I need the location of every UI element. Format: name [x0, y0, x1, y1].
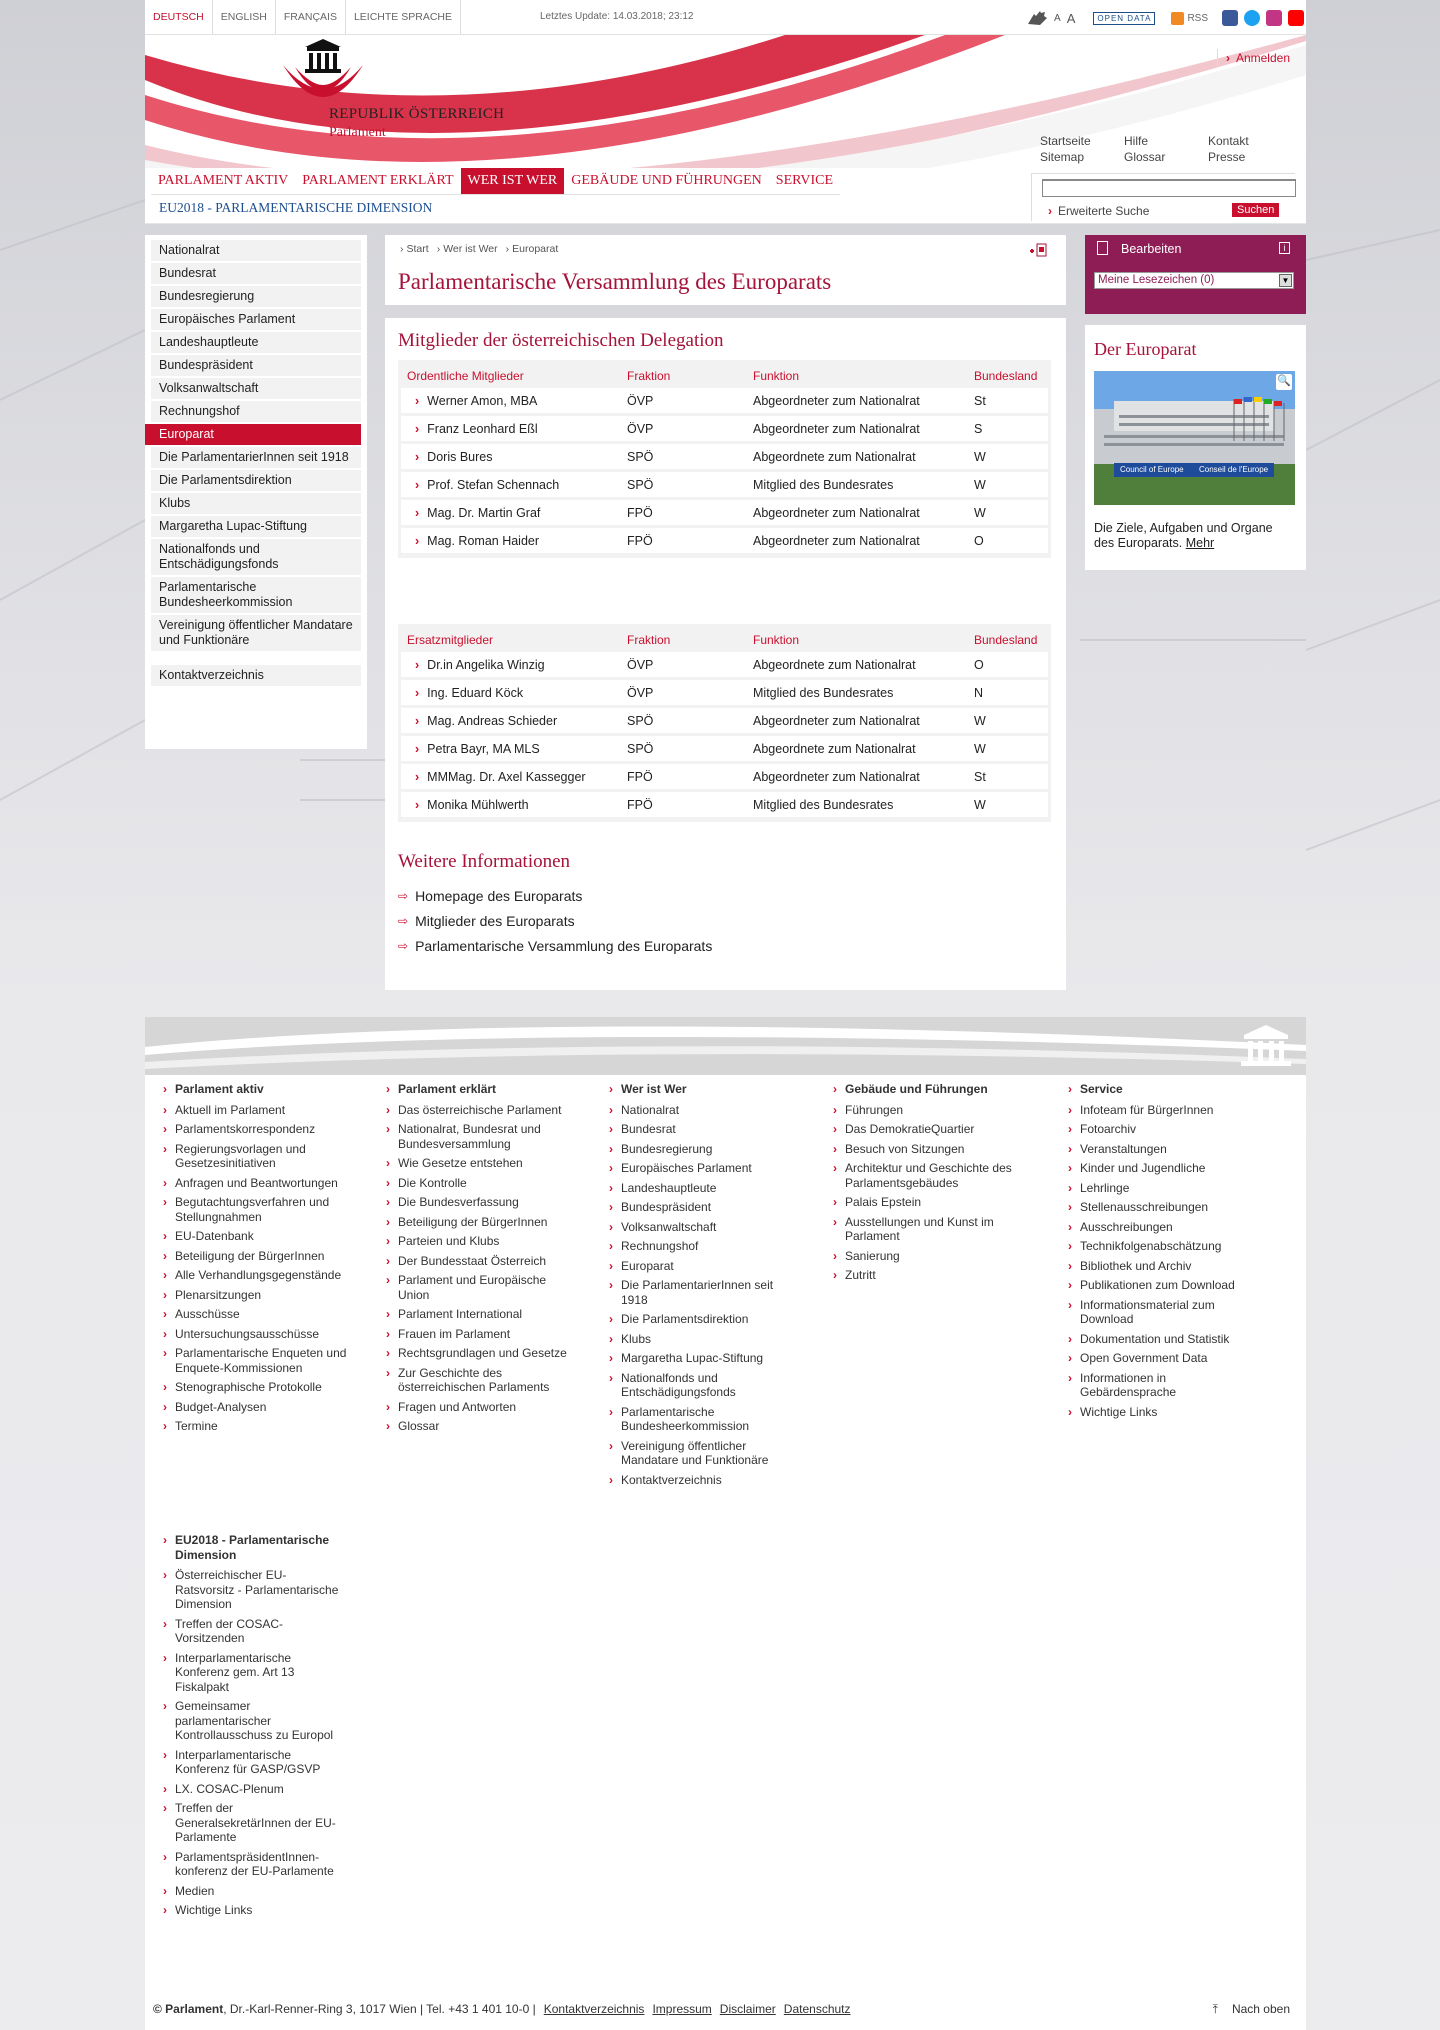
table-row: [401, 792, 1048, 820]
parliament-footer-icon: [1236, 1023, 1296, 1069]
footer-link-impressum[interactable]: Impressum: [652, 2002, 712, 2016]
footer-link[interactable]: › Europarat: [621, 1259, 801, 1274]
breadcrumb-europarat: › Europarat: [506, 243, 559, 255]
member-funktion: Mitglied des Bundesrates: [747, 680, 968, 708]
zoom-icon[interactable]: 🔍: [1276, 374, 1292, 390]
member-name[interactable]: › Werner Amon, MBA: [401, 388, 621, 416]
member-bundesland: St: [968, 764, 1048, 792]
arrow-up-icon: ⤒: [1212, 2002, 1218, 2016]
member-bundesland: O: [968, 652, 1048, 680]
twitter-icon[interactable]: [1244, 10, 1260, 26]
footer-link[interactable]: › Treffen der GeneralsekretärInnen der EU-Parlamente: [175, 1801, 340, 1845]
footer-link[interactable]: › Vereinigung öffentlicher Mandatare und Funktionäre: [621, 1439, 801, 1468]
member-fraktion: FPÖ: [621, 792, 747, 820]
link-glossar[interactable]: Glossar: [1124, 150, 1166, 164]
bookmarks-value: Meine Lesezeichen (0): [1098, 274, 1215, 286]
table-row: [401, 416, 1048, 444]
footer-link[interactable]: › Europäisches Parlament: [621, 1161, 801, 1176]
footer-link[interactable]: › Frauen im Parlament: [398, 1327, 578, 1342]
footer-link[interactable]: › Kinder und Jugendliche: [1080, 1161, 1260, 1176]
footer-column: [845, 1082, 1025, 1288]
member-funktion: Abgeordneter zum Nationalrat: [747, 528, 968, 556]
teaser-description: [1094, 521, 1294, 551]
instagram-icon[interactable]: [1266, 10, 1282, 26]
sidebar-item-europarat[interactable]: Europarat: [145, 424, 361, 445]
section-title: Mitglieder der österreichischen Delegation: [398, 330, 724, 351]
link-hilfe[interactable]: Hilfe: [1124, 134, 1149, 148]
sidebar-item-europaeisches-parlament[interactable]: Europäisches Parlament: [151, 309, 361, 330]
footer-link[interactable]: › Die Parlamentsdirektion: [621, 1312, 801, 1327]
service-links: [1040, 133, 1292, 165]
link-versammlung-europarat[interactable]: [398, 938, 712, 954]
footer-column-title[interactable]: › EU2018 - Parlamentarische Dimension: [175, 1533, 340, 1562]
table-row: [401, 472, 1048, 500]
substitutes-table-body: [401, 652, 1048, 820]
sidebar-item-landeshauptleute[interactable]: Landeshauptleute: [151, 332, 361, 353]
footer-link[interactable]: › ParlamentspräsidentInnen-konferenz der EU-Parlamente: [175, 1850, 340, 1879]
member-bundesland: W: [968, 708, 1048, 736]
footer-link[interactable]: › Nationalrat: [621, 1103, 801, 1118]
footer-link[interactable]: › EU-Datenbank: [175, 1229, 355, 1244]
search-input[interactable]: [1042, 179, 1296, 197]
member-name[interactable]: › Mag. Roman Haider: [401, 528, 621, 556]
link-sitemap[interactable]: Sitemap: [1040, 150, 1085, 164]
table-row: [401, 708, 1048, 736]
footer-link[interactable]: › Wichtige Links: [175, 1903, 340, 1918]
member-bundesland: St: [968, 388, 1048, 416]
sidebar-item-bundesrat[interactable]: Bundesrat: [151, 263, 361, 284]
footer-column: [621, 1082, 801, 1492]
table-header-row: [401, 363, 1048, 388]
footer-link[interactable]: › Österreichischer EU-Ratsvorsitz - Parlamentarische Dimension: [175, 1568, 340, 1612]
nav-gebaeude-fuehrungen[interactable]: GEBÄUDE UND FÜHRUNGEN: [571, 173, 762, 188]
footer-link[interactable]: › Untersuchungsausschüsse: [175, 1327, 355, 1342]
footer-column: [175, 1533, 340, 1923]
footer-link[interactable]: › Veranstaltungen: [1080, 1142, 1260, 1157]
member-bundesland: N: [968, 680, 1048, 708]
footer-link[interactable]: › Fotoarchiv: [1080, 1122, 1260, 1137]
site-footer: [145, 1017, 1306, 2030]
footer-column-title[interactable]: › Gebäude und Führungen: [845, 1082, 1025, 1097]
nav-eu2018[interactable]: EU2018 - PARLAMENTARISCHE DIMENSION: [159, 200, 433, 215]
chevron-down-icon: ▼: [1279, 274, 1292, 287]
lang-leichte-sprache[interactable]: LEICHTE SPRACHE: [346, 0, 461, 34]
footer-link[interactable]: › Begutachtungsverfahren und Stellungnahmen: [175, 1195, 355, 1224]
bookmark-panel: [1085, 235, 1306, 314]
back-to-top-label: Nach oben: [1231, 2002, 1290, 2016]
sidebar-item-nationalfonds[interactable]: Nationalfonds und Entschädigungsfonds: [151, 539, 361, 575]
member-fraktion: ÖVP: [621, 416, 747, 444]
council-of-europe-photo[interactable]: [1094, 371, 1295, 505]
footer-link[interactable]: › Ausstellungen und Kunst im Parlament: [845, 1215, 1025, 1244]
info-icon[interactable]: i: [1279, 242, 1290, 254]
teaser-more-link[interactable]: Mehr: [1185, 536, 1215, 550]
nav-service[interactable]: SERVICE: [775, 173, 834, 188]
sidebar-item-parlamentarierinnen[interactable]: Die ParlamentarierInnen seit 1918: [151, 447, 361, 468]
col-header-bundesland: Bundesland: [974, 368, 1038, 383]
member-funktion: Abgeordneter zum Nationalrat: [747, 416, 968, 444]
footer-link[interactable]: › Interparlamentarische Konferenz gem. Art 13 Fiskalpakt: [175, 1651, 340, 1695]
logo-title: REPUBLIK ÖSTERREICH: [329, 106, 505, 122]
sidebar-item-lupac-stiftung[interactable]: Margaretha Lupac-Stiftung: [151, 516, 361, 537]
footer-column-title[interactable]: › Parlament erklärt: [398, 1082, 578, 1097]
link-label: Mitglieder des Europarats: [415, 913, 575, 929]
bookmark-icon: [1097, 241, 1108, 255]
nav-parlament-aktiv[interactable]: PARLAMENT AKTIV: [158, 173, 289, 188]
sidebar-item-bundesregierung[interactable]: Bundesregierung: [151, 286, 361, 307]
col-header-bundesland: Bundesland: [974, 632, 1038, 647]
external-link-icon: ⇨: [398, 914, 409, 928]
footer-link[interactable]: › Die Bundesverfassung: [398, 1195, 578, 1210]
footer-link[interactable]: › Ausschreibungen: [1080, 1220, 1260, 1235]
main-navigation-bar: [145, 168, 1306, 224]
member-bundesland: W: [968, 792, 1048, 820]
footer-link[interactable]: › Bundesregierung: [621, 1142, 801, 1157]
col-header-name: Ordentliche Mitglieder: [407, 368, 524, 383]
photo-caption-right: Conseil de l'Europe: [1199, 465, 1269, 474]
members-table: [398, 360, 1051, 558]
footer-link[interactable]: › Bundespräsident: [621, 1200, 801, 1215]
sidebar-item-vereinigung-mandatare[interactable]: Vereinigung öffentlicher Mandatare und Funktionäre: [151, 615, 361, 651]
advanced-search-label: Erweiterte Suche: [1058, 204, 1150, 218]
link-startseite[interactable]: Startseite: [1040, 134, 1091, 148]
member-name[interactable]: › MMMag. Dr. Axel Kassegger: [401, 764, 621, 792]
col-header-fraktion: Fraktion: [627, 368, 671, 383]
page-title-box: [385, 235, 1066, 305]
link-kontakt[interactable]: Kontakt: [1208, 134, 1249, 148]
substitutes-table: [398, 624, 1051, 822]
sidebar-item-klubs[interactable]: Klubs: [151, 493, 361, 514]
youtube-icon[interactable]: [1288, 10, 1304, 26]
sidebar-item-nationalrat[interactable]: Nationalrat: [151, 240, 361, 261]
sidebar-item-rechnungshof[interactable]: Rechnungshof: [151, 401, 361, 422]
search-button[interactable]: Suchen: [1232, 203, 1279, 217]
sidebar-item-volksanwaltschaft[interactable]: Volksanwaltschaft: [151, 378, 361, 399]
table-row: [401, 764, 1048, 792]
teaser-text: Die Ziele, Aufgaben und Organe des Europarats.: [1094, 521, 1273, 550]
main-content: [385, 318, 1066, 990]
top-bar: [145, 0, 1306, 35]
table-header-row: [401, 627, 1048, 652]
footer-link[interactable]: › Sanierung: [845, 1249, 1025, 1264]
member-fraktion: ÖVP: [621, 388, 747, 416]
footer-link[interactable]: › Wie Gesetze entstehen: [398, 1156, 578, 1171]
footer-link[interactable]: › Open Government Data: [1080, 1351, 1260, 1366]
link-label: Homepage des Europarats: [415, 888, 583, 904]
page-title: Parlamentarische Versammlung des Europarats: [398, 269, 832, 294]
member-funktion: Mitglied des Bundesrates: [747, 472, 968, 500]
member-fraktion: ÖVP: [621, 652, 747, 680]
footer-link[interactable]: › Parlamentarische Enqueten und Enquete-Kommissionen: [175, 1346, 355, 1375]
footer-link[interactable]: › Regierungsvorlagen und Gesetzesinitiativen: [175, 1142, 355, 1171]
footer-link[interactable]: › LX. COSAC-Plenum: [175, 1782, 340, 1797]
footer-link[interactable]: › Bundesrat: [621, 1122, 801, 1137]
footer-link-kontaktverzeichnis[interactable]: Kontaktverzeichnis: [543, 2002, 645, 2016]
member-name[interactable]: › Monika Mühlwerth: [401, 792, 621, 820]
footer-link-datenschutz[interactable]: Datenschutz: [783, 2002, 851, 2016]
member-funktion: Abgeordneter zum Nationalrat: [747, 500, 968, 528]
footer-link[interactable]: › Interparlamentarische Konferenz für GASP/GSVP: [175, 1748, 340, 1777]
footer-link[interactable]: › Treffen der COSAC-Vorsitzenden: [175, 1617, 340, 1646]
footer-link[interactable]: › Stenographische Protokolle: [175, 1380, 355, 1395]
footer-link[interactable]: › Lehrlinge: [1080, 1181, 1260, 1196]
member-name[interactable]: › Doris Bures: [401, 444, 621, 472]
sidebar-item-bundespraesident[interactable]: Bundespräsident: [151, 355, 361, 376]
footer-link[interactable]: › Plenarsitzungen: [175, 1288, 355, 1303]
rss-label: RSS: [1187, 12, 1208, 24]
bookmarks-select[interactable]: [1094, 272, 1294, 289]
member-bundesland: W: [968, 444, 1048, 472]
back-to-top-link[interactable]: [1213, 2002, 1290, 2017]
copyright-brand: © Parlament: [153, 2002, 224, 2016]
member-name[interactable]: › Mag. Andreas Schieder: [401, 708, 621, 736]
breadcrumb: [400, 243, 558, 255]
member-funktion: Abgeordneter zum Nationalrat: [747, 708, 968, 736]
member-bundesland: O: [968, 528, 1048, 556]
lang-english[interactable]: ENGLISH: [213, 0, 276, 34]
footer-link[interactable]: › Medien: [175, 1884, 340, 1899]
table-row: [401, 680, 1048, 708]
member-funktion: Mitglied des Bundesrates: [747, 792, 968, 820]
edit-label[interactable]: Bearbeiten: [1121, 242, 1182, 256]
footer-link[interactable]: › Besuch von Sitzungen: [845, 1142, 1025, 1157]
col-header-fraktion: Fraktion: [627, 632, 671, 647]
footer-link[interactable]: › Parlament International: [398, 1307, 578, 1322]
footer-link[interactable]: › Aktuell im Parlament: [175, 1103, 355, 1118]
member-name[interactable]: › Mag. Dr. Martin Graf: [401, 500, 621, 528]
sidebar-item-kontaktverzeichnis[interactable]: Kontaktverzeichnis: [151, 665, 361, 686]
lang-deutsch[interactable]: DEUTSCH: [145, 0, 213, 34]
sign-language-icon[interactable]: [1026, 10, 1048, 26]
link-homepage-europarat[interactable]: [398, 888, 582, 904]
lang-francais[interactable]: FRANÇAIS: [276, 0, 346, 34]
print-icon[interactable]: [1028, 242, 1048, 258]
member-fraktion: SPÖ: [621, 708, 747, 736]
footer-link[interactable]: › Die Kontrolle: [398, 1176, 578, 1191]
breadcrumb-wer-ist-wer[interactable]: › Wer ist Wer: [437, 243, 498, 255]
col-header-funktion: Funktion: [753, 368, 800, 383]
footer-banner: [145, 1017, 1306, 1075]
footer-link[interactable]: › Beteiligung der BürgerInnen: [398, 1215, 578, 1230]
login-link[interactable]: › Anmelden: [1217, 49, 1298, 67]
footer-column: [398, 1082, 578, 1439]
members-table-body: [401, 388, 1048, 556]
address: , Dr.-Karl-Renner-Ring 3, 1017 Wien | Tel. +43 1 401 10-0 |: [223, 2002, 536, 2016]
member-bundesland: W: [968, 500, 1048, 528]
member-name[interactable]: › Dr.in Angelika Winzig: [401, 652, 621, 680]
col-header-funktion: Funktion: [753, 632, 800, 647]
language-switcher: [145, 0, 461, 34]
nav-parlament-erklaert[interactable]: PARLAMENT ERKLÄRT: [302, 173, 454, 188]
footer-link[interactable]: › Termine: [175, 1419, 355, 1434]
footer-column-title[interactable]: › Parlament aktiv: [175, 1082, 355, 1097]
footer-link[interactable]: › Anfragen und Beantwortungen: [175, 1176, 355, 1191]
footer-link[interactable]: › Zutritt: [845, 1268, 1025, 1283]
table-row: [401, 736, 1048, 764]
advanced-search-link[interactable]: › Erweiterte Suche: [1048, 204, 1150, 218]
footer-link[interactable]: › Das DemokratieQuartier: [845, 1122, 1025, 1137]
footer-link[interactable]: › Der Bundesstaat Österreich: [398, 1254, 578, 1269]
footer-link[interactable]: › Landeshauptleute: [621, 1181, 801, 1196]
sidebar-item-bundesheerkommission[interactable]: Parlamentarische Bundesheerkommission: [151, 577, 361, 613]
footer-link[interactable]: › Fragen und Antworten: [398, 1400, 578, 1415]
member-bundesland: S: [968, 416, 1048, 444]
footer-link[interactable]: › Glossar: [398, 1419, 578, 1434]
external-link-icon: ⇨: [398, 939, 409, 953]
footer-column-title[interactable]: › Service: [1080, 1082, 1260, 1097]
facebook-icon[interactable]: [1222, 10, 1238, 26]
member-funktion: Abgeordnete zum Nationalrat: [747, 652, 968, 680]
footer-link[interactable]: › Architektur und Geschichte des Parlamentsgebäudes: [845, 1161, 1025, 1190]
footer-link[interactable]: › Das österreichische Parlament: [398, 1103, 578, 1118]
site-header: [145, 35, 1306, 168]
member-fraktion: FPÖ: [621, 500, 747, 528]
member-bundesland: W: [968, 472, 1048, 500]
footer-link[interactable]: › Parteien und Klubs: [398, 1234, 578, 1249]
page-wrapper: [145, 0, 1306, 2016]
last-update: Letztes Update: 14.03.2018; 23:12: [540, 11, 694, 22]
footer-link[interactable]: › Budget-Analysen: [175, 1400, 355, 1415]
footer-link[interactable]: › Volksanwaltschaft: [621, 1220, 801, 1235]
footer-link[interactable]: › Nationalfonds und Entschädigungsfonds: [621, 1371, 801, 1400]
font-size-large-button[interactable]: A: [1066, 10, 1076, 26]
external-link-icon: ⇨: [398, 889, 409, 903]
footer-column: [175, 1082, 355, 1439]
footer-link[interactable]: › Nationalrat, Bundesrat und Bundesversammlung: [398, 1122, 578, 1151]
footer-link[interactable]: › Publikationen zum Download: [1080, 1278, 1260, 1293]
table-row: [401, 652, 1048, 680]
search-box: [1031, 173, 1295, 221]
photo-caption-left: Council of Europe: [1120, 465, 1184, 474]
font-size-small-button[interactable]: A: [1054, 12, 1061, 24]
footer-column-title[interactable]: › Wer ist Wer: [621, 1082, 801, 1097]
europarat-teaser: [1085, 325, 1306, 570]
open-data-button[interactable]: OPEN DATA: [1093, 12, 1155, 25]
footer-link[interactable]: › Informationsmaterial zum Download: [1080, 1298, 1260, 1327]
footer-link[interactable]: › Technikfolgenabschätzung: [1080, 1239, 1260, 1254]
member-name[interactable]: › Franz Leonhard Eßl: [401, 416, 621, 444]
footer-link-disclaimer[interactable]: Disclaimer: [719, 2002, 776, 2016]
member-fraktion: FPÖ: [621, 764, 747, 792]
member-name[interactable]: › Prof. Stefan Schennach: [401, 472, 621, 500]
footer-link[interactable]: › Informationen in Gebärdensprache: [1080, 1371, 1260, 1400]
breadcrumb-start[interactable]: › Start: [400, 243, 429, 255]
sidebar-nav: [145, 235, 367, 749]
footer-link[interactable]: › Kontaktverzeichnis: [621, 1473, 801, 1488]
footer-link[interactable]: › Parlamentarische Bundesheerkommission: [621, 1405, 801, 1434]
footer-link[interactable]: › Bibliothek und Archiv: [1080, 1259, 1260, 1274]
member-fraktion: ÖVP: [621, 680, 747, 708]
teaser-title: Der Europarat: [1094, 339, 1197, 359]
sidebar-item-parlamentsdirektion[interactable]: Die Parlamentsdirektion: [151, 470, 361, 491]
footer-link[interactable]: › Stellenausschreibungen: [1080, 1200, 1260, 1215]
footer-link[interactable]: › Alle Verhandlungsgegenstände: [175, 1268, 355, 1283]
member-funktion: Abgeordnete zum Nationalrat: [747, 736, 968, 764]
footer-link[interactable]: › Zur Geschichte des österreichischen Parlaments: [398, 1366, 578, 1395]
footer-link[interactable]: › Klubs: [621, 1332, 801, 1347]
table-row: [401, 444, 1048, 472]
footer-link[interactable]: › Dokumentation und Statistik: [1080, 1332, 1260, 1347]
nav-wer-ist-wer[interactable]: WER IST WER: [461, 168, 565, 194]
footer-link[interactable]: › Margaretha Lupac-Stiftung: [621, 1351, 801, 1366]
footer-link[interactable]: › Palais Epstein: [845, 1195, 1025, 1210]
footer-link[interactable]: › Ausschüsse: [175, 1307, 355, 1322]
link-mitglieder-europarat[interactable]: [398, 913, 575, 929]
footer-link[interactable]: › Parlamentskorrespondenz: [175, 1122, 355, 1137]
top-icons: [1026, 10, 1304, 26]
footer-swoosh: [145, 1017, 1306, 1075]
member-bundesland: W: [968, 736, 1048, 764]
footer-link[interactable]: › Rechtsgrundlagen und Gesetze: [398, 1346, 578, 1361]
member-fraktion: SPÖ: [621, 444, 747, 472]
member-fraktion: SPÖ: [621, 472, 747, 500]
footer-link[interactable]: › Die ParlamentarierInnen seit 1918: [621, 1278, 801, 1307]
footer-column: [1080, 1082, 1260, 1424]
main-nav: [151, 168, 840, 195]
link-presse[interactable]: Presse: [1208, 150, 1246, 164]
login-label: Anmelden: [1235, 51, 1290, 65]
member-name[interactable]: › Petra Bayr, MA MLS: [401, 736, 621, 764]
member-funktion: Abgeordneter zum Nationalrat: [747, 388, 968, 416]
member-funktion: Abgeordneter zum Nationalrat: [747, 764, 968, 792]
footer-link[interactable]: › Beteiligung der BürgerInnen: [175, 1249, 355, 1264]
link-label: Parlamentarische Versammlung des Europarats: [415, 938, 713, 954]
parliament-logo-icon[interactable]: [273, 37, 373, 107]
table-row: [401, 528, 1048, 556]
logo-subtitle: Parlament: [329, 125, 386, 140]
footer-link[interactable]: › Infoteam für BürgerInnen: [1080, 1103, 1260, 1118]
table-row: [401, 388, 1048, 416]
table-row: [401, 500, 1048, 528]
member-name[interactable]: › Ing. Eduard Köck: [401, 680, 621, 708]
member-funktion: Abgeordnete zum Nationalrat: [747, 444, 968, 472]
footer-link[interactable]: › Gemeinsamer parlamentarischer Kontrollausschuss zu Europol: [175, 1699, 340, 1743]
footer-link[interactable]: › Parlament und Europäische Union: [398, 1273, 578, 1302]
rss-link[interactable]: [1171, 12, 1208, 25]
photo-illustration: [1094, 371, 1295, 505]
rss-icon: [1171, 12, 1184, 25]
copyright: [153, 2002, 851, 2016]
more-info-title: Weitere Informationen: [398, 851, 571, 872]
col-header-name: Ersatzmitglieder: [407, 632, 494, 647]
member-fraktion: FPÖ: [621, 528, 747, 556]
footer-link[interactable]: › Wichtige Links: [1080, 1405, 1260, 1420]
footer-link[interactable]: › Führungen: [845, 1103, 1025, 1118]
footer-link[interactable]: › Rechnungshof: [621, 1239, 801, 1254]
member-fraktion: SPÖ: [621, 736, 747, 764]
